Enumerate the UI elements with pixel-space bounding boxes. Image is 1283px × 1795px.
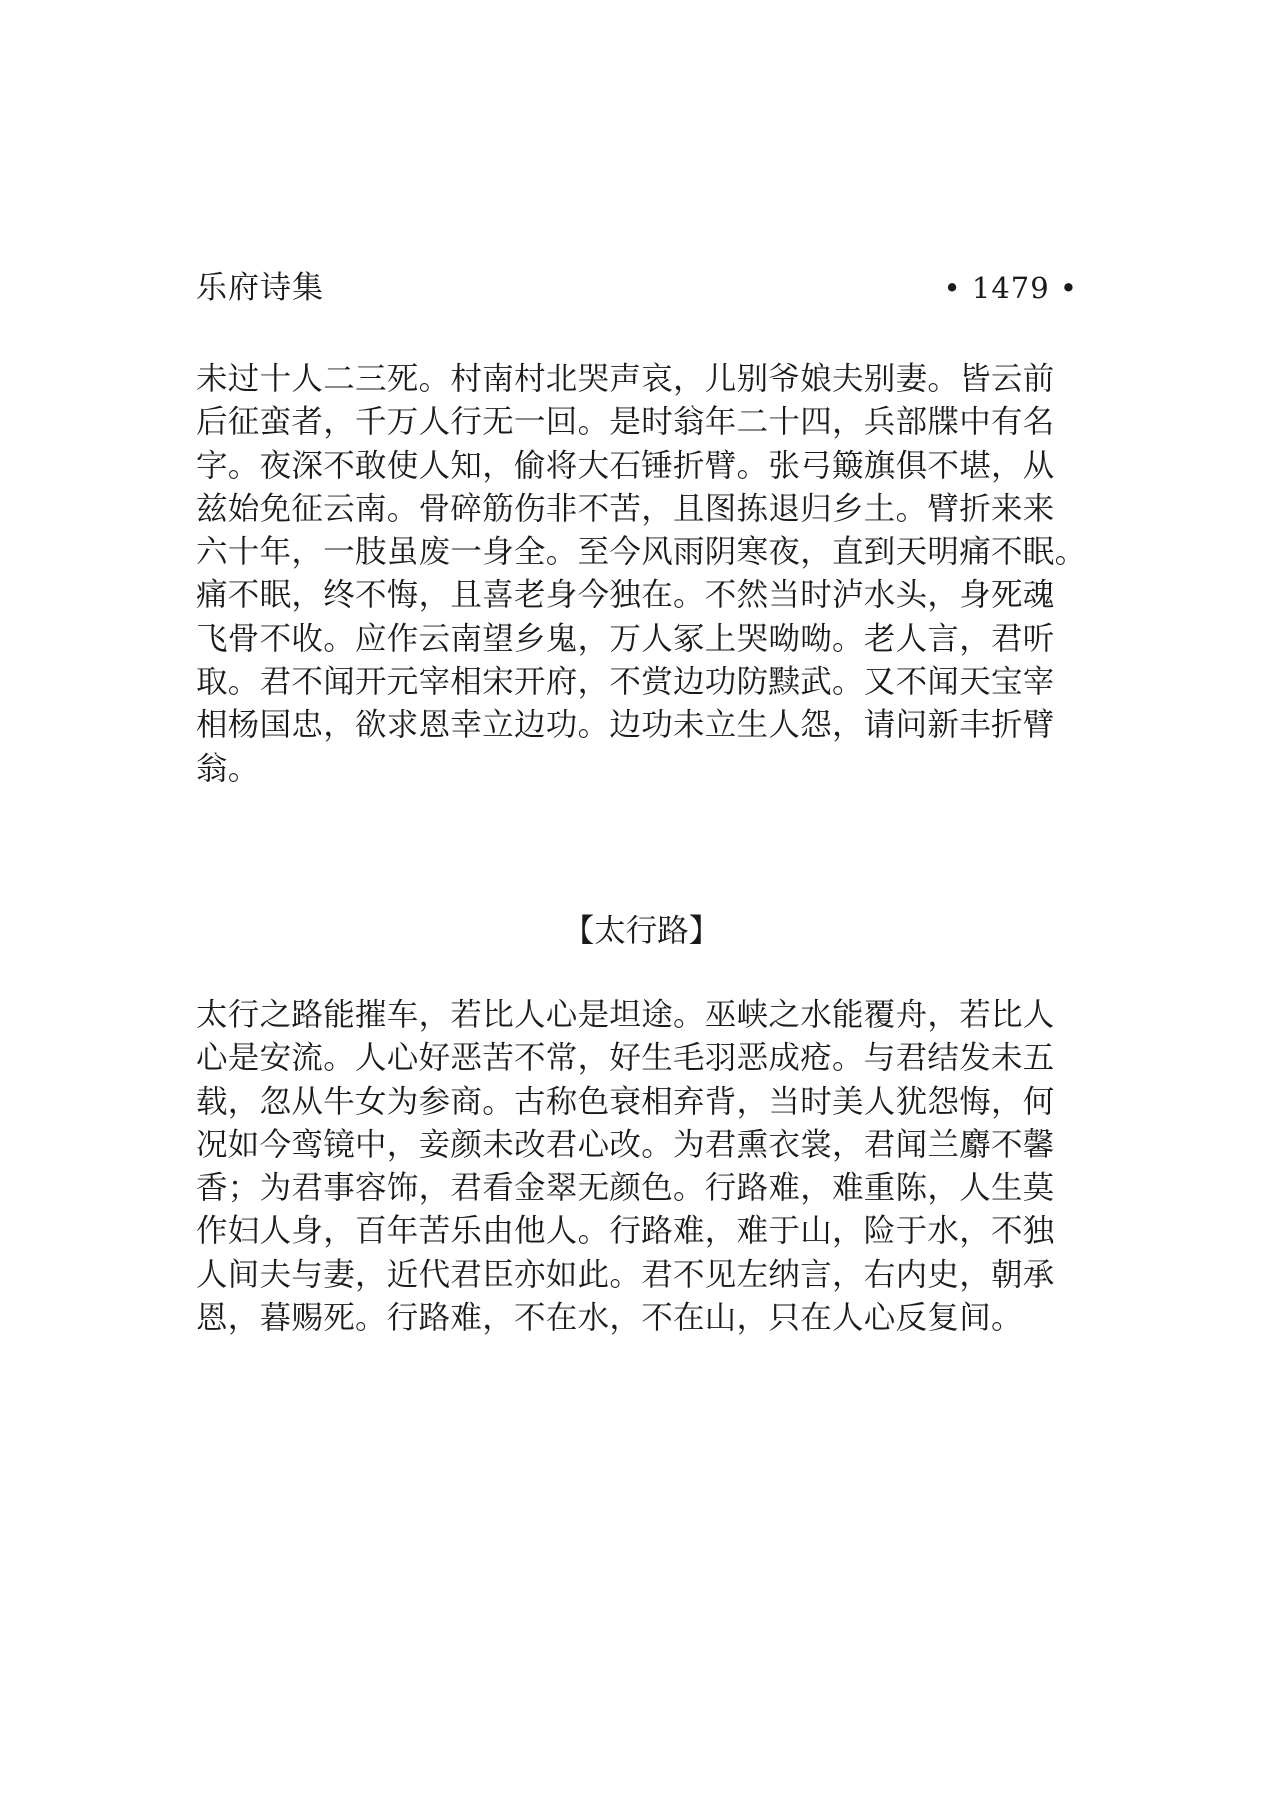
poem-passage-2 (196, 994, 1096, 1340)
text-line: 飞骨不收。应作云南望乡鬼，万人冢上哭呦呦。老人言，君听 (196, 620, 1055, 657)
text-line: 作妇人身，百年苦乐由他人。行路难，难于山，险于水，不独 (196, 1213, 1055, 1250)
text-line: 太行之路能摧车，若比人心是坦途。巫峡之水能覆舟，若比人 (196, 997, 1055, 1033)
running-head-title: 乐府诗集 (196, 270, 324, 306)
text-line: 取。君不闻开元宰相宋开府，不赏边功防黩武。又不闻天宝宰 (196, 664, 1055, 701)
text-line: 后征蛮者，千万人行无一回。是时翁年二十四，兵部牒中有名 (196, 404, 1055, 441)
text-line: 载，忽从牛女为参商。古称色衰相弃背，当时美人犹怨悔，何 (196, 1083, 1055, 1120)
text-line: 香；为君事容饰，君看金翠无颜色。行路难，难重陈，人生莫 (196, 1170, 1055, 1207)
text-line: 痛不眠，终不悔，且喜老身今独在。不然当时泸水头，身死魂 (196, 577, 1055, 614)
text-line: 六十年，一肢虽废一身全。至今风雨阴寒夜，直到天明痛不眠。 (196, 534, 1087, 571)
text-line: 字。夜深不敢使人知，偷将大石锤折臂。张弓簸旗俱不堪，从 (196, 447, 1055, 484)
text-line: 况如今鸾镜中，妾颜未改君心改。为君熏衣裳，君闻兰麝不馨 (196, 1126, 1055, 1163)
text-line: 恩，暮赐死。行路难，不在水，不在山，只在人心反复间。 (196, 1300, 1023, 1337)
text-line: 翁。 (196, 750, 260, 787)
text-line: 未过十人二三死。村南村北哭声哀，儿别爷娘夫别妻。皆云前 (196, 361, 1055, 397)
text-line: 相杨国忠，欲求恩幸立边功。边功未立生人怨，请问新丰折臂 (196, 707, 1055, 744)
text-line: 人间夫与妻，近代君臣亦如此。君不见左纳言，右内史，朝承 (196, 1256, 1055, 1293)
section-title: 【太行路】 (562, 913, 721, 949)
poem-passage-1 (196, 358, 1096, 791)
page-number: • 1479 • (943, 271, 1078, 305)
text-line: 心是安流。人心好恶苦不常，好生毛羽恶成疮。与君结发未五 (196, 1040, 1055, 1077)
text-line: 兹始免征云南。骨碎筋伤非不苦，且图拣退归乡土。臂折来来 (196, 490, 1055, 527)
